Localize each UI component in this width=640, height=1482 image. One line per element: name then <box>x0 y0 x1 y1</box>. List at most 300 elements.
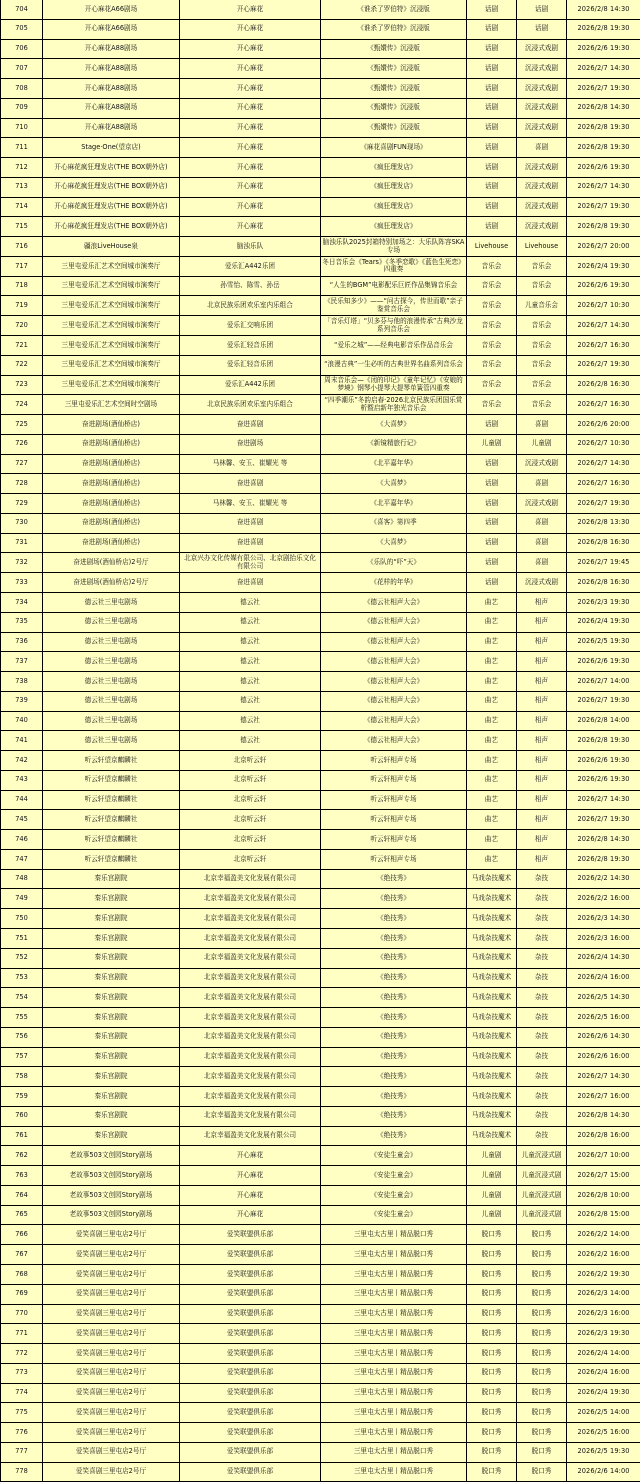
subcategory-cell: 相声 <box>517 830 567 850</box>
venue-cell: 开心麻花疯狂理发店(THE BOX朝外店) <box>43 197 180 217</box>
table-row <box>1 830 640 850</box>
datetime-cell: 2026/2/6 14:30 <box>567 1027 640 1047</box>
organizer-cell: 爱乐汇轻音乐团 <box>180 336 321 356</box>
datetime-cell: 2026/2/5 14:30 <box>567 988 640 1008</box>
category-cell: 曲艺 <box>467 652 517 672</box>
venue-cell: 德云社三里屯剧场 <box>43 592 180 612</box>
subcategory-cell: 杂技 <box>517 988 567 1008</box>
category-cell: 马戏杂技魔术 <box>467 1067 517 1087</box>
organizer-cell: 北京幸福盈美文化发展有限公司 <box>180 968 321 988</box>
datetime-cell: 2026/2/7 15:00 <box>567 1166 640 1186</box>
category-cell: 脱口秀 <box>467 1403 517 1423</box>
row-number-cell: 719 <box>1 296 43 316</box>
subcategory-cell: 相声 <box>517 731 567 751</box>
venue-cell: 开心麻花A88剧场 <box>43 39 180 59</box>
venue-cell: 爱笑喜剧三里屯店2号厅 <box>43 1462 180 1482</box>
show-title-cell: 《绝技秀》 <box>321 1106 467 1126</box>
row-number-cell: 764 <box>1 1185 43 1205</box>
show-title-cell: “爱乐之城”——经典电影音乐作品音乐会 <box>321 336 467 356</box>
row-number-cell: 754 <box>1 988 43 1008</box>
subcategory-cell: 杂技 <box>517 1027 567 1047</box>
row-number-cell: 768 <box>1 1265 43 1285</box>
category-cell: 话剧 <box>467 98 517 118</box>
table-row <box>1 770 640 790</box>
show-title-cell: 《绝技秀》 <box>321 1126 467 1146</box>
table-row <box>1 138 640 158</box>
datetime-cell: 2026/2/7 14:30 <box>567 316 640 336</box>
venue-cell: 爱笑喜剧三里屯店2号厅 <box>43 1245 180 1265</box>
venue-cell: 老故事503文创园Story剧场 <box>43 1146 180 1166</box>
subcategory-cell: 脱口秀 <box>517 1403 567 1423</box>
table-row <box>1 731 640 751</box>
organizer-cell: 德云社 <box>180 711 321 731</box>
datetime-cell: 2026/2/6 19:30 <box>567 652 640 672</box>
datetime-cell: 2026/2/3 14:30 <box>567 909 640 929</box>
show-title-cell: 《安徒生童会》 <box>321 1166 467 1186</box>
show-title-cell: 三里屯太古里丨精品脱口秀 <box>321 1225 467 1245</box>
table-row <box>1 790 640 810</box>
organizer-cell: 爱笑联盟俱乐部 <box>180 1225 321 1245</box>
table-row <box>1 336 640 356</box>
datetime-cell: 2026/2/6 19:30 <box>567 751 640 771</box>
show-title-cell: 《甄嬛传》沉浸版 <box>321 98 467 118</box>
subcategory-cell: 相声 <box>517 849 567 869</box>
subcategory-cell: 喜剧 <box>517 138 567 158</box>
datetime-cell: 2026/2/7 14:30 <box>567 454 640 474</box>
show-title-cell: 《德云社相声大会》 <box>321 592 467 612</box>
row-number-cell: 716 <box>1 237 43 257</box>
venue-cell: 听云轩望京麒麟社 <box>43 751 180 771</box>
organizer-cell: 爱乐汇A442乐团 <box>180 256 321 276</box>
row-number-cell: 750 <box>1 909 43 929</box>
table-row <box>1 889 640 909</box>
category-cell: 马戏杂技魔术 <box>467 1087 517 1107</box>
datetime-cell: 2026/2/5 16:00 <box>567 1008 640 1028</box>
show-title-cell: 《绝技秀》 <box>321 1008 467 1028</box>
venue-cell: 奋进剧场(酒仙桥店)2号厅 <box>43 573 180 593</box>
subcategory-cell: 相声 <box>517 770 567 790</box>
datetime-cell: 2026/2/4 19:30 <box>567 1383 640 1403</box>
subcategory-cell: 沉浸式戏剧 <box>517 118 567 138</box>
table-row <box>1 711 640 731</box>
row-number-cell: 753 <box>1 968 43 988</box>
category-cell: 脱口秀 <box>467 1225 517 1245</box>
subcategory-cell: 脱口秀 <box>517 1363 567 1383</box>
category-cell: 曲艺 <box>467 810 517 830</box>
row-number-cell: 713 <box>1 177 43 197</box>
venue-cell: 三里屯爱乐汇艺术空间城市演奏厅 <box>43 355 180 375</box>
datetime-cell: 2026/2/8 15:00 <box>567 1205 640 1225</box>
venue-cell: 三里屯爱乐汇艺术空间城市演奏厅 <box>43 375 180 395</box>
datetime-cell: 2026/2/6 14:00 <box>567 1462 640 1482</box>
organizer-cell: 北京幸福盈美文化发展有限公司 <box>180 1027 321 1047</box>
table-row <box>1 1324 640 1344</box>
organizer-cell: 开心麻花 <box>180 1205 321 1225</box>
row-number-cell: 765 <box>1 1205 43 1225</box>
subcategory-cell: 沉浸式戏剧 <box>517 59 567 79</box>
datetime-cell: 2026/2/8 14:30 <box>567 98 640 118</box>
table-row <box>1 276 640 296</box>
datetime-cell: 2026/2/4 19:30 <box>567 612 640 632</box>
row-number-cell: 736 <box>1 632 43 652</box>
show-title-cell: 三里屯太古里丨精品脱口秀 <box>321 1383 467 1403</box>
category-cell: 马戏杂技魔术 <box>467 948 517 968</box>
datetime-cell: 2026/2/7 19:30 <box>567 197 640 217</box>
venue-cell: 开心麻花疯狂理发店(THE BOX朝外店) <box>43 177 180 197</box>
table-row <box>1 513 640 533</box>
datetime-cell: 2026/2/3 19:30 <box>567 1324 640 1344</box>
row-number-cell: 715 <box>1 217 43 237</box>
datetime-cell: 2026/2/7 19:30 <box>567 355 640 375</box>
table-row <box>1 395 640 415</box>
table-row <box>1 672 640 692</box>
organizer-cell: 北京幸福盈美文化发展有限公司 <box>180 1087 321 1107</box>
category-cell: 脱口秀 <box>467 1304 517 1324</box>
row-number-cell: 752 <box>1 948 43 968</box>
datetime-cell: 2026/2/7 10:00 <box>567 1146 640 1166</box>
subcategory-cell: 脱口秀 <box>517 1225 567 1245</box>
row-number-cell: 712 <box>1 158 43 178</box>
table-row <box>1 1225 640 1245</box>
datetime-cell: 2026/2/8 19:30 <box>567 849 640 869</box>
category-cell: 马戏杂技魔术 <box>467 869 517 889</box>
row-number-cell: 733 <box>1 573 43 593</box>
category-cell: 儿童剧 <box>467 1205 517 1225</box>
row-number-cell: 726 <box>1 434 43 454</box>
datetime-cell: 2026/2/7 19:30 <box>567 691 640 711</box>
category-cell: 话剧 <box>467 197 517 217</box>
show-title-cell: 「音乐灯塔」“贝多芬与他的浪漫传承”古典沙龙系列音乐会 <box>321 316 467 336</box>
organizer-cell: 北京民族乐团欢乐室内乐组合 <box>180 296 321 316</box>
datetime-cell: 2026/2/7 14:30 <box>567 177 640 197</box>
row-number-cell: 757 <box>1 1047 43 1067</box>
show-title-cell: 《甄嬛传》沉浸版 <box>321 59 467 79</box>
datetime-cell: 2026/2/8 19:30 <box>567 138 640 158</box>
show-title-cell: 《甄嬛传》沉浸版 <box>321 118 467 138</box>
venue-cell: 爱笑喜剧三里屯店2号厅 <box>43 1265 180 1285</box>
show-title-cell: 听云轩相声专场 <box>321 751 467 771</box>
show-title-cell: 《绝技秀》 <box>321 1047 467 1067</box>
row-number-cell: 777 <box>1 1442 43 1462</box>
subcategory-cell: 儿童剧 <box>517 434 567 454</box>
row-number-cell: 706 <box>1 39 43 59</box>
datetime-cell: 2026/2/7 14:00 <box>567 672 640 692</box>
table-row <box>1 1205 640 1225</box>
row-number-cell: 740 <box>1 711 43 731</box>
subcategory-cell: 儿童沉浸式剧 <box>517 1166 567 1186</box>
organizer-cell: 德云社 <box>180 592 321 612</box>
row-number-cell: 727 <box>1 454 43 474</box>
organizer-cell: 北京听云轩 <box>180 770 321 790</box>
subcategory-cell: 沉浸式戏剧 <box>517 79 567 99</box>
table-row <box>1 1462 640 1482</box>
category-cell: 马戏杂技魔术 <box>467 1027 517 1047</box>
row-number-cell: 770 <box>1 1304 43 1324</box>
subcategory-cell: 沉浸式戏剧 <box>517 158 567 178</box>
row-number-cell: 708 <box>1 79 43 99</box>
table-row <box>1 1344 640 1364</box>
venue-cell: 听云轩望京麒麟社 <box>43 849 180 869</box>
organizer-cell: 北京幸福盈美文化发展有限公司 <box>180 948 321 968</box>
show-title-cell: 听云轩相声专场 <box>321 849 467 869</box>
subcategory-cell: 沉浸式戏剧 <box>517 494 567 514</box>
organizer-cell: 开心麻花 <box>180 39 321 59</box>
category-cell: Livehouse <box>467 237 517 257</box>
table-row <box>1 177 640 197</box>
venue-cell: 开心麻花A88剧场 <box>43 98 180 118</box>
show-title-cell: 《德云社相声大会》 <box>321 711 467 731</box>
datetime-cell: 2026/2/7 16:30 <box>567 474 640 494</box>
organizer-cell: 爱乐汇A442乐团 <box>180 375 321 395</box>
venue-cell: 开心麻花A66剧场 <box>43 19 180 39</box>
datetime-cell: 2026/2/7 14:30 <box>567 1067 640 1087</box>
category-cell: 脱口秀 <box>467 1324 517 1344</box>
table-row <box>1 454 640 474</box>
show-title-cell: 冬日音乐会《Tears》《冬季恋歌》《蓝色生死恋》四重奏 <box>321 256 467 276</box>
subcategory-cell: 杂技 <box>517 909 567 929</box>
venue-cell: 秦乐宫剧院 <box>43 869 180 889</box>
show-title-cell: “人生的BGM”电影配乐巨匠作品集锦音乐会 <box>321 276 467 296</box>
organizer-cell: 爱笑联盟俱乐部 <box>180 1363 321 1383</box>
venue-cell: 开心麻花A66剧场 <box>43 0 180 19</box>
category-cell: 马戏杂技魔术 <box>467 968 517 988</box>
row-number-cell: 746 <box>1 830 43 850</box>
subcategory-cell: 音乐会 <box>517 276 567 296</box>
organizer-cell: 北京听云轩 <box>180 810 321 830</box>
subcategory-cell: 杂技 <box>517 1106 567 1126</box>
table-row <box>1 1403 640 1423</box>
venue-cell: 德云社三里屯剧场 <box>43 632 180 652</box>
table-row <box>1 1027 640 1047</box>
datetime-cell: 2026/2/3 16:00 <box>567 1304 640 1324</box>
table-row <box>1 948 640 968</box>
show-title-cell: 《绝技秀》 <box>321 968 467 988</box>
row-number-cell: 718 <box>1 276 43 296</box>
venue-cell: 老故事503文创园Story剧场 <box>43 1185 180 1205</box>
category-cell: 音乐会 <box>467 395 517 415</box>
datetime-cell: 2026/2/5 19:30 <box>567 632 640 652</box>
organizer-cell: 爱乐汇交响乐团 <box>180 316 321 336</box>
datetime-cell: 2026/2/7 19:30 <box>567 79 640 99</box>
subcategory-cell: 杂技 <box>517 928 567 948</box>
table-row <box>1 19 640 39</box>
row-number-cell: 755 <box>1 1008 43 1028</box>
row-number-cell: 714 <box>1 197 43 217</box>
show-title-cell: 《绝技秀》 <box>321 988 467 1008</box>
show-title-cell: 脑浊乐队2025封箱特别加场之：大乐队阵容SKA专场 <box>321 237 467 257</box>
table-row <box>1 375 640 395</box>
show-title-cell: 《绝技秀》 <box>321 869 467 889</box>
row-number-cell: 724 <box>1 395 43 415</box>
table-row <box>1 553 640 573</box>
organizer-cell: 奋进喜剧 <box>180 533 321 553</box>
show-title-cell: 三里屯太古里丨精品脱口秀 <box>321 1324 467 1344</box>
show-title-cell: 《麻花喜剧FUN现场》 <box>321 138 467 158</box>
venue-cell: 听云轩望京麒麟社 <box>43 790 180 810</box>
category-cell: 音乐会 <box>467 296 517 316</box>
table-row <box>1 1047 640 1067</box>
show-title-cell: 《新镜精旅行记》 <box>321 434 467 454</box>
category-cell: 马戏杂技魔术 <box>467 909 517 929</box>
datetime-cell: 2026/2/7 16:00 <box>567 1087 640 1107</box>
organizer-cell: 马林馨、安玉、崔耀光 等 <box>180 494 321 514</box>
datetime-cell: 2026/2/8 14:30 <box>567 0 640 19</box>
venue-cell: 秦乐宫剧院 <box>43 1027 180 1047</box>
organizer-cell: 开心麻花 <box>180 1166 321 1186</box>
datetime-cell: 2026/2/6 19:30 <box>567 158 640 178</box>
show-title-cell: 《喜客》第四季 <box>321 513 467 533</box>
datetime-cell: 2026/2/4 14:30 <box>567 948 640 968</box>
category-cell: 话剧 <box>467 118 517 138</box>
subcategory-cell: 脱口秀 <box>517 1383 567 1403</box>
venue-cell: 三里屯爱乐汇艺术空间城市演奏厅 <box>43 296 180 316</box>
venue-cell: 奋进剧场(酒仙桥店)2号厅 <box>43 553 180 573</box>
table-row <box>1 355 640 375</box>
table-row <box>1 691 640 711</box>
subcategory-cell: 音乐会 <box>517 375 567 395</box>
show-title-cell: 《北平嘉年华》 <box>321 494 467 514</box>
row-number-cell: 710 <box>1 118 43 138</box>
venue-cell: 秦乐宫剧院 <box>43 1008 180 1028</box>
category-cell: 曲艺 <box>467 691 517 711</box>
subcategory-cell: 沉浸式戏剧 <box>517 217 567 237</box>
table-row <box>1 118 640 138</box>
row-number-cell: 778 <box>1 1462 43 1482</box>
category-cell: 脱口秀 <box>467 1442 517 1462</box>
datetime-cell: 2026/2/4 14:00 <box>567 1344 640 1364</box>
organizer-cell: 北京幸福盈美文化发展有限公司 <box>180 909 321 929</box>
category-cell: 话剧 <box>467 158 517 178</box>
datetime-cell: 2026/2/4 19:30 <box>567 256 640 276</box>
show-title-cell: 《绝技秀》 <box>321 1087 467 1107</box>
category-cell: 曲艺 <box>467 731 517 751</box>
datetime-cell: 2026/2/8 16:30 <box>567 573 640 593</box>
category-cell: 曲艺 <box>467 612 517 632</box>
datetime-cell: 2026/2/7 14:30 <box>567 790 640 810</box>
table-row <box>1 316 640 336</box>
category-cell: 话剧 <box>467 494 517 514</box>
table-row <box>1 1106 640 1126</box>
datetime-cell: 2026/2/8 16:00 <box>567 1126 640 1146</box>
row-number-cell: 721 <box>1 336 43 356</box>
datetime-cell: 2026/2/3 14:00 <box>567 1284 640 1304</box>
row-number-cell: 766 <box>1 1225 43 1245</box>
table-row <box>1 751 640 771</box>
row-number-cell: 776 <box>1 1423 43 1443</box>
venue-cell: 开心麻花疯狂理发店(THE BOX朝外店) <box>43 158 180 178</box>
show-title-cell: 三里屯太古里丨精品脱口秀 <box>321 1442 467 1462</box>
show-title-cell: 《德云社相声大会》 <box>321 691 467 711</box>
organizer-cell: 奋进喜剧 <box>180 513 321 533</box>
row-number-cell: 775 <box>1 1403 43 1423</box>
row-number-cell: 744 <box>1 790 43 810</box>
organizer-cell: 爱笑联盟俱乐部 <box>180 1324 321 1344</box>
organizer-cell: 爱笑联盟俱乐部 <box>180 1304 321 1324</box>
show-title-cell: 《乐队的“吓”天》 <box>321 553 467 573</box>
venue-cell: 秦乐宫剧院 <box>43 968 180 988</box>
row-number-cell: 731 <box>1 533 43 553</box>
row-number-cell: 709 <box>1 98 43 118</box>
subcategory-cell: 相声 <box>517 790 567 810</box>
show-title-cell: 《德云社相声大会》 <box>321 612 467 632</box>
category-cell: 马戏杂技魔术 <box>467 889 517 909</box>
row-number-cell: 747 <box>1 849 43 869</box>
row-number-cell: 758 <box>1 1067 43 1087</box>
venue-cell: 爱笑喜剧三里屯店2号厅 <box>43 1383 180 1403</box>
table-row <box>1 652 640 672</box>
row-number-cell: 749 <box>1 889 43 909</box>
show-title-cell: 听云轩相声专场 <box>321 810 467 830</box>
row-number-cell: 741 <box>1 731 43 751</box>
table-body <box>1 0 640 1482</box>
row-number-cell: 767 <box>1 1245 43 1265</box>
category-cell: 曲艺 <box>467 790 517 810</box>
table-row <box>1 573 640 593</box>
organizer-cell: 开心麻花 <box>180 98 321 118</box>
table-row <box>1 415 640 435</box>
row-number-cell: 742 <box>1 751 43 771</box>
subcategory-cell: 相声 <box>517 711 567 731</box>
table-row <box>1 1304 640 1324</box>
datetime-cell: 2026/2/3 16:00 <box>567 928 640 948</box>
datetime-cell: 2026/2/6 20:00 <box>567 415 640 435</box>
category-cell: 曲艺 <box>467 770 517 790</box>
organizer-cell: 开心麻花 <box>180 177 321 197</box>
show-title-cell: 《安徒生童会》 <box>321 1185 467 1205</box>
show-title-cell: 《安徒生童会》 <box>321 1146 467 1166</box>
row-number-cell: 738 <box>1 672 43 692</box>
venue-cell: 听云轩望京麒麟社 <box>43 810 180 830</box>
datetime-cell: 2026/2/8 13:30 <box>567 513 640 533</box>
row-number-cell: 761 <box>1 1126 43 1146</box>
category-cell: 话剧 <box>467 513 517 533</box>
row-number-cell: 732 <box>1 553 43 573</box>
row-number-cell: 751 <box>1 928 43 948</box>
organizer-cell: 奋进剧场 <box>180 434 321 454</box>
organizer-cell: 奋进喜剧 <box>180 474 321 494</box>
organizer-cell: 开心麻花 <box>180 1185 321 1205</box>
show-title-cell: 《大喜梦》 <box>321 533 467 553</box>
organizer-cell: 北京听云轩 <box>180 830 321 850</box>
row-number-cell: 723 <box>1 375 43 395</box>
datetime-cell: 2026/2/6 16:00 <box>567 1047 640 1067</box>
organizer-cell: 脑浊乐队 <box>180 237 321 257</box>
show-title-cell: 《疯狂理发店》 <box>321 158 467 178</box>
venue-cell: 听云轩望京麒麟社 <box>43 770 180 790</box>
row-number-cell: 739 <box>1 691 43 711</box>
show-title-cell: 《大喜梦》 <box>321 415 467 435</box>
category-cell: 脱口秀 <box>467 1344 517 1364</box>
table-row <box>1 1067 640 1087</box>
show-title-cell: 《大喜梦》 <box>321 474 467 494</box>
subcategory-cell: 脱口秀 <box>517 1344 567 1364</box>
organizer-cell: 北京幸福盈美文化发展有限公司 <box>180 1047 321 1067</box>
venue-cell: 听云轩望京麒麟社 <box>43 830 180 850</box>
row-number-cell: 737 <box>1 652 43 672</box>
category-cell: 话剧 <box>467 454 517 474</box>
row-number-cell: 771 <box>1 1324 43 1344</box>
table-row <box>1 1087 640 1107</box>
datetime-cell: 2026/2/8 19:30 <box>567 731 640 751</box>
row-number-cell: 728 <box>1 474 43 494</box>
show-title-cell: 三里屯太古里丨精品脱口秀 <box>321 1462 467 1482</box>
datetime-cell: 2026/2/7 16:30 <box>567 336 640 356</box>
subcategory-cell: 杂技 <box>517 1067 567 1087</box>
venue-cell: 爱笑喜剧三里屯店2号厅 <box>43 1423 180 1443</box>
venue-cell: 爱笑喜剧三里屯店2号厅 <box>43 1304 180 1324</box>
subcategory-cell: 相声 <box>517 612 567 632</box>
datetime-cell: 2026/2/6 19:30 <box>567 276 640 296</box>
